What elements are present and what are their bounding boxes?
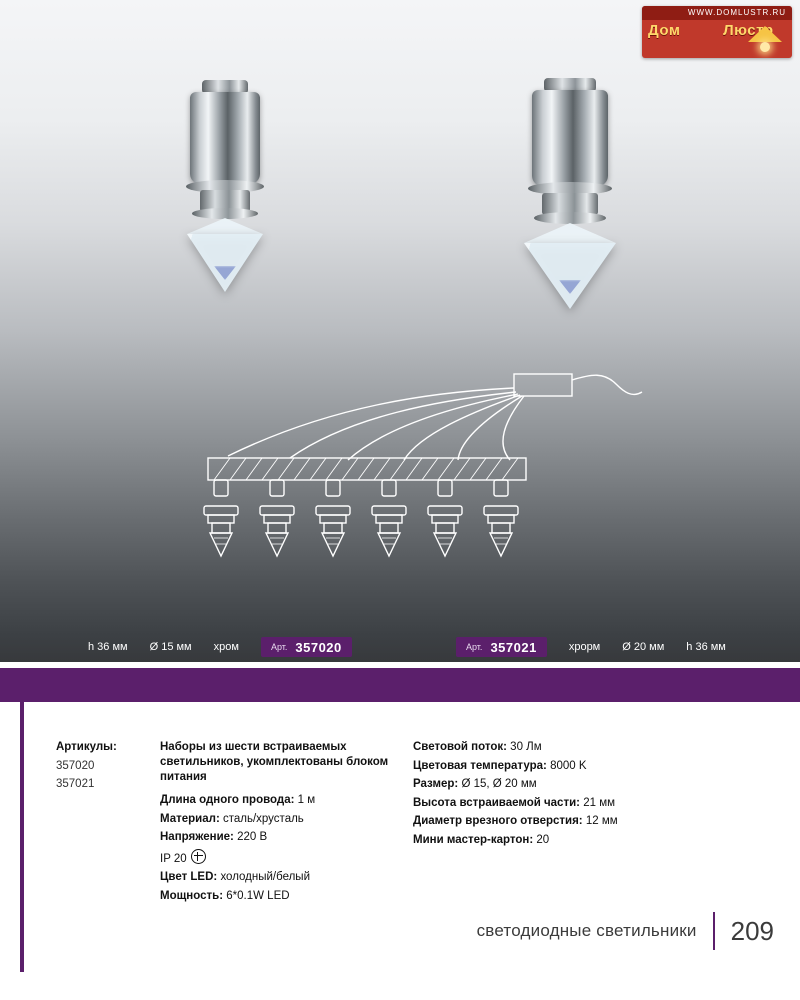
- spec-size-label: Размер:: [413, 778, 459, 790]
- articles-column: [56, 740, 151, 796]
- spec-right-finish: хрорм: [568, 641, 601, 653]
- article-label-right: Арт.: [466, 642, 483, 652]
- spec-recessed-height-label: Высота встраиваемой части:: [413, 796, 580, 809]
- spec-strip-right: [432, 637, 800, 657]
- spec-material-label: Материал:: [160, 812, 220, 825]
- footer-divider: [713, 912, 715, 950]
- product-description: Наборы из шести встраиваемых светильников, укомплектованы блоком питания: [160, 741, 389, 783]
- spec-recessed-height-value: 21 мм: [583, 796, 616, 809]
- spec-ip-rating-label: IP 20: [160, 852, 187, 865]
- spec-cutout-diameter-label: Диаметр врезного отверстия:: [413, 815, 583, 827]
- left-specs-column: [160, 740, 410, 907]
- page-footer: [0, 905, 800, 957]
- logo-word-1: Дом: [648, 22, 681, 39]
- accent-band: [0, 668, 800, 702]
- logo-word-2: Люстр: [723, 22, 774, 39]
- installation-diagram: [180, 370, 650, 620]
- logo-url-text: WWW.DOMLUSTR.RU: [642, 6, 792, 20]
- product-image-right: [500, 78, 640, 323]
- spec-wire-length-label: Длина одного провода:: [160, 794, 295, 806]
- right-specs-column: [413, 740, 743, 851]
- spec-voltage-value: 220 В: [237, 831, 268, 843]
- footer-category: светодиодные светильники: [476, 921, 697, 940]
- spec-master-carton: [413, 833, 743, 848]
- spec-left-diameter: Ø 15 мм: [149, 641, 192, 653]
- spec-led-color: [160, 870, 410, 885]
- spec-led-color-value: холодный/белый: [220, 871, 311, 883]
- brand-logo[interactable]: [642, 6, 792, 58]
- spec-wire-length: [160, 793, 410, 808]
- spec-power: [160, 889, 410, 904]
- spec-wire-length-value: 1 м: [297, 794, 316, 806]
- spec-right-diameter: Ø 20 мм: [622, 641, 665, 653]
- article-item-1: 357020: [56, 759, 95, 772]
- article-badge-right[interactable]: [456, 637, 547, 657]
- spec-cutout-diameter: [413, 814, 743, 829]
- spec-right-height: h 36 мм: [686, 641, 726, 653]
- spec-luminous-flux: [413, 740, 743, 755]
- spec-recessed-height: [413, 796, 743, 811]
- spec-led-color-label: Цвет LED:: [160, 871, 218, 883]
- article-badge-left[interactable]: [261, 637, 352, 657]
- spec-size-value: Ø 15, Ø 20 мм: [461, 778, 537, 790]
- spec-luminous-flux-label: Световой поток:: [413, 741, 507, 753]
- spec-color-temperature: [413, 759, 743, 774]
- spec-power-value: 6*0.1W LED: [226, 889, 290, 902]
- spec-material-value: сталь/хрусталь: [222, 812, 304, 825]
- lamp-icon: [748, 22, 782, 54]
- ip-rating-icon: [191, 849, 206, 864]
- spec-power-label: Мощность:: [160, 889, 224, 902]
- spec-voltage: [160, 830, 410, 845]
- article-item-2: 357021: [56, 778, 95, 790]
- article-number-left: 357020: [295, 639, 342, 655]
- spec-master-carton-label: Мини мастер-картон:: [413, 833, 534, 846]
- spec-material: [160, 812, 410, 827]
- article-number-right: 357021: [490, 639, 537, 655]
- spec-size: [413, 777, 743, 792]
- spec-voltage-label: Напряжение:: [160, 831, 234, 843]
- spec-cutout-diameter-value: 12 мм: [585, 815, 618, 827]
- spec-luminous-flux-value: 30 Лм: [510, 741, 542, 753]
- spec-strip: [0, 632, 800, 662]
- spec-master-carton-value: 20: [536, 833, 550, 846]
- article-label-left: Арт.: [270, 642, 288, 652]
- spec-color-temperature-value: 8000 K: [550, 759, 587, 772]
- spec-left-height: h 36 мм: [88, 641, 128, 653]
- articles-title: Артикулы:: [56, 741, 117, 753]
- page-number: 209: [730, 915, 774, 946]
- spec-ip-rating: [160, 849, 410, 867]
- spec-color-temperature-label: Цветовая температура:: [413, 759, 547, 772]
- product-image-left: [160, 80, 290, 310]
- spec-left-finish: хром: [213, 641, 239, 653]
- spec-strip-left: [0, 637, 432, 657]
